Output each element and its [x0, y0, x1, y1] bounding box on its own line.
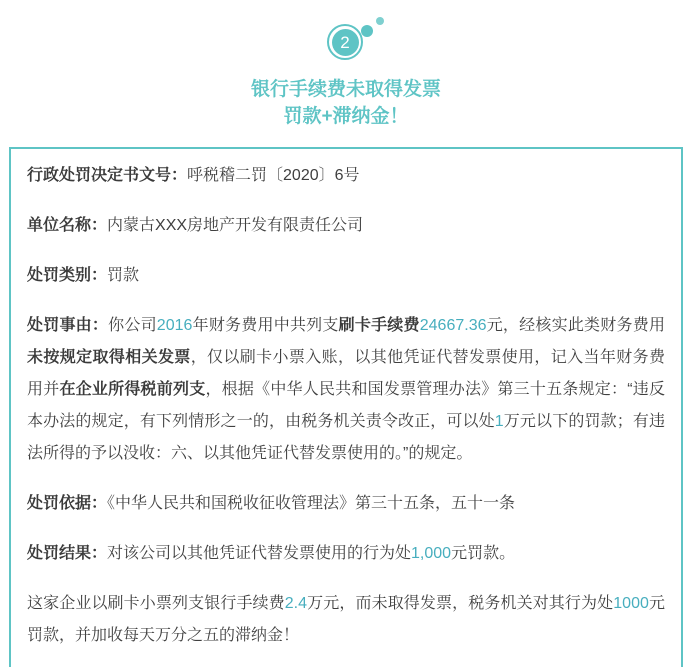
text-segment: 对该公司以其他凭证代替发票使用的行为处	[107, 545, 412, 562]
text-segment: 这家企业以刷卡小票列支银行手续费	[27, 595, 285, 612]
amount-value: 2.4	[284, 595, 308, 612]
text-segment: 万元，而未取得发票，税务机关对其行为处	[307, 595, 614, 612]
field-label: 处罚类别：	[27, 267, 108, 284]
text-segment: 呼税稽二罚〔2020〕6号	[187, 167, 360, 184]
text-segment: 元罚款。	[451, 545, 516, 562]
card-content	[27, 160, 665, 652]
field-label: 单位名称：	[27, 217, 108, 234]
paragraph	[27, 488, 665, 520]
section-header	[0, 0, 692, 130]
text-segment: 《中华人民共和国税收征收管理法》第三十五条，五十一条	[107, 495, 516, 512]
text-segment: 你公司	[108, 317, 157, 334]
amount-value: 1000	[613, 595, 649, 612]
decorative-dot-small	[376, 17, 384, 25]
paragraph	[27, 210, 665, 242]
step-badge-ring	[327, 24, 363, 60]
amount-value: 24667.36	[419, 317, 487, 334]
penalty-decision-card	[9, 147, 683, 667]
field-label: 处罚事由：	[27, 317, 109, 334]
text-segment: ，仅以刷卡小票入账，以其他凭证代替发票使用，记入当年财务费用并	[27, 349, 665, 398]
text-segment: 刷卡手续费	[338, 317, 420, 334]
text-segment: 罚款	[107, 267, 140, 284]
text-segment: 元罚款，并加收每天万分之五的滞纳金！	[27, 595, 665, 644]
text-segment: 元，经核实此类财务费用	[486, 317, 665, 334]
paragraph	[27, 310, 665, 470]
text-segment: ，根据《中华人民共和国发票管理办法》第三十五条规定：“违反本办法的规定，有下列情形之一的，由税务机关责令改正，可以处	[27, 381, 665, 430]
field-label: 处罚结果：	[27, 545, 108, 562]
section-title-line-2: 罚款+滞纳金！	[283, 106, 409, 127]
paragraph	[27, 160, 665, 192]
paragraph	[27, 538, 665, 570]
paragraph	[27, 260, 665, 292]
section-title-line-1: 银行手续费未取得发票	[250, 79, 441, 100]
field-label: 处罚依据：	[27, 495, 108, 512]
amount-value: 1	[494, 413, 504, 430]
text-segment: 未按规定取得相关发票	[27, 349, 191, 366]
field-label: 行政处罚决定书文号：	[27, 167, 188, 184]
text-segment: 年财务费用中共列支	[192, 317, 339, 334]
amount-value: 1,000	[411, 545, 452, 562]
text-segment: 内蒙古XXX房地产开发有限责任公司	[107, 217, 364, 234]
amount-value: 2016	[156, 317, 193, 334]
step-number: 2	[332, 29, 359, 56]
text-segment: 在企业所得税前列支	[59, 381, 206, 398]
text-segment: 万元以下的罚款；有违法所得的予以没收：六、以其他凭证代替发票使用的。”的规定。	[27, 413, 665, 462]
paragraph	[27, 588, 665, 652]
step-badge	[327, 24, 365, 62]
decorative-dot-large	[361, 25, 373, 37]
